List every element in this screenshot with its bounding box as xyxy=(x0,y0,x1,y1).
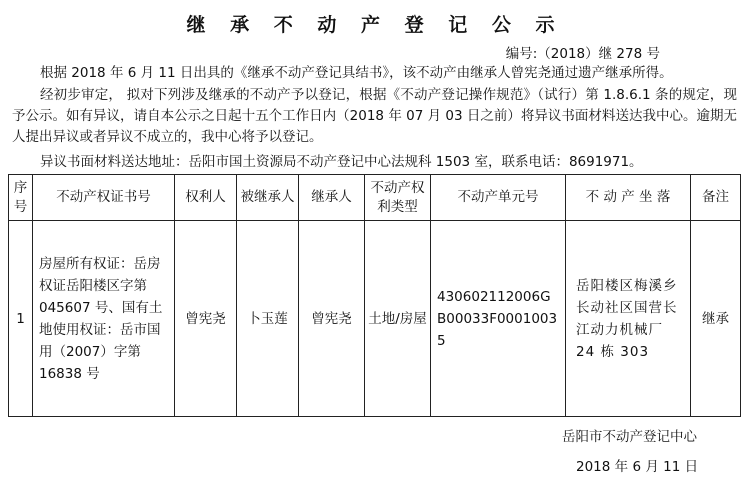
table-row xyxy=(9,221,741,417)
cell-location: 岳阳楼区梅溪乡长动社区国营长江动力机械厂 24 栋 303 xyxy=(566,221,691,417)
registration-table xyxy=(8,174,741,417)
document-number: 编号:（2018）继 278 号 xyxy=(505,46,660,62)
cell-remark: 继承 xyxy=(691,221,741,417)
table-header-row xyxy=(9,175,741,221)
header-unit-no: 不动产单元号 xyxy=(431,175,566,221)
cell-decedent: 卜玉莲 xyxy=(237,221,299,417)
page-title: 继 承 不 动 产 登 记 公 示 xyxy=(186,14,564,36)
cell-heir: 曾宪尧 xyxy=(299,221,365,417)
header-remark: 备注 xyxy=(691,175,741,221)
issuing-organization: 岳阳市不动产登记中心 xyxy=(562,429,697,445)
header-decedent: 被继承人 xyxy=(237,175,299,221)
header-location: 不 动 产 坐 落 xyxy=(566,175,691,221)
header-heir: 继承人 xyxy=(299,175,365,221)
cell-owner: 曾宪尧 xyxy=(175,221,237,417)
cell-cert: 房屋所有权证：岳房权证岳阳楼区字第 045607 号、国有土地使用权证：岳市国用（2007）字第 16838 号 xyxy=(33,221,175,417)
header-right-type: 不动产权利类型 xyxy=(365,175,431,221)
header-cert: 不动产权证书号 xyxy=(33,175,175,221)
paragraph-basis: 根据 2018 年 6 月 11 日出具的《继承不动产登记具结书》，该不动产由继承人曾宪尧通过遗产继承所得。 xyxy=(40,65,673,81)
header-seq: 序号 xyxy=(9,175,33,221)
cell-unit-no: 430602112006GB00033F00010035 xyxy=(431,221,566,417)
cell-right-type: 土地/房屋 xyxy=(365,221,431,417)
paragraph-objection-address: 异议书面材料送达地址：岳阳市国土资源局不动产登记中心法规科 1503 室，联系电话：8691971。 xyxy=(40,154,643,170)
header-owner: 权利人 xyxy=(175,175,237,221)
issue-date: 2018 年 6 月 11 日 xyxy=(576,459,699,475)
cell-seq: 1 xyxy=(9,221,33,417)
paragraph-review: 经初步审定， 拟对下列涉及继承的不动产予以登记，根据《不动产登记操作规范》（试行）第 1.8.6.1 条的规定，现予公示。如有异议，请自本公示之日起十五个工作日内（2018 年 07 月 03 日之前）将异议书面材料送达我中心。逾期无人提出异议或者异议不成立的，我中心将予以登记。 xyxy=(12,87,737,145)
